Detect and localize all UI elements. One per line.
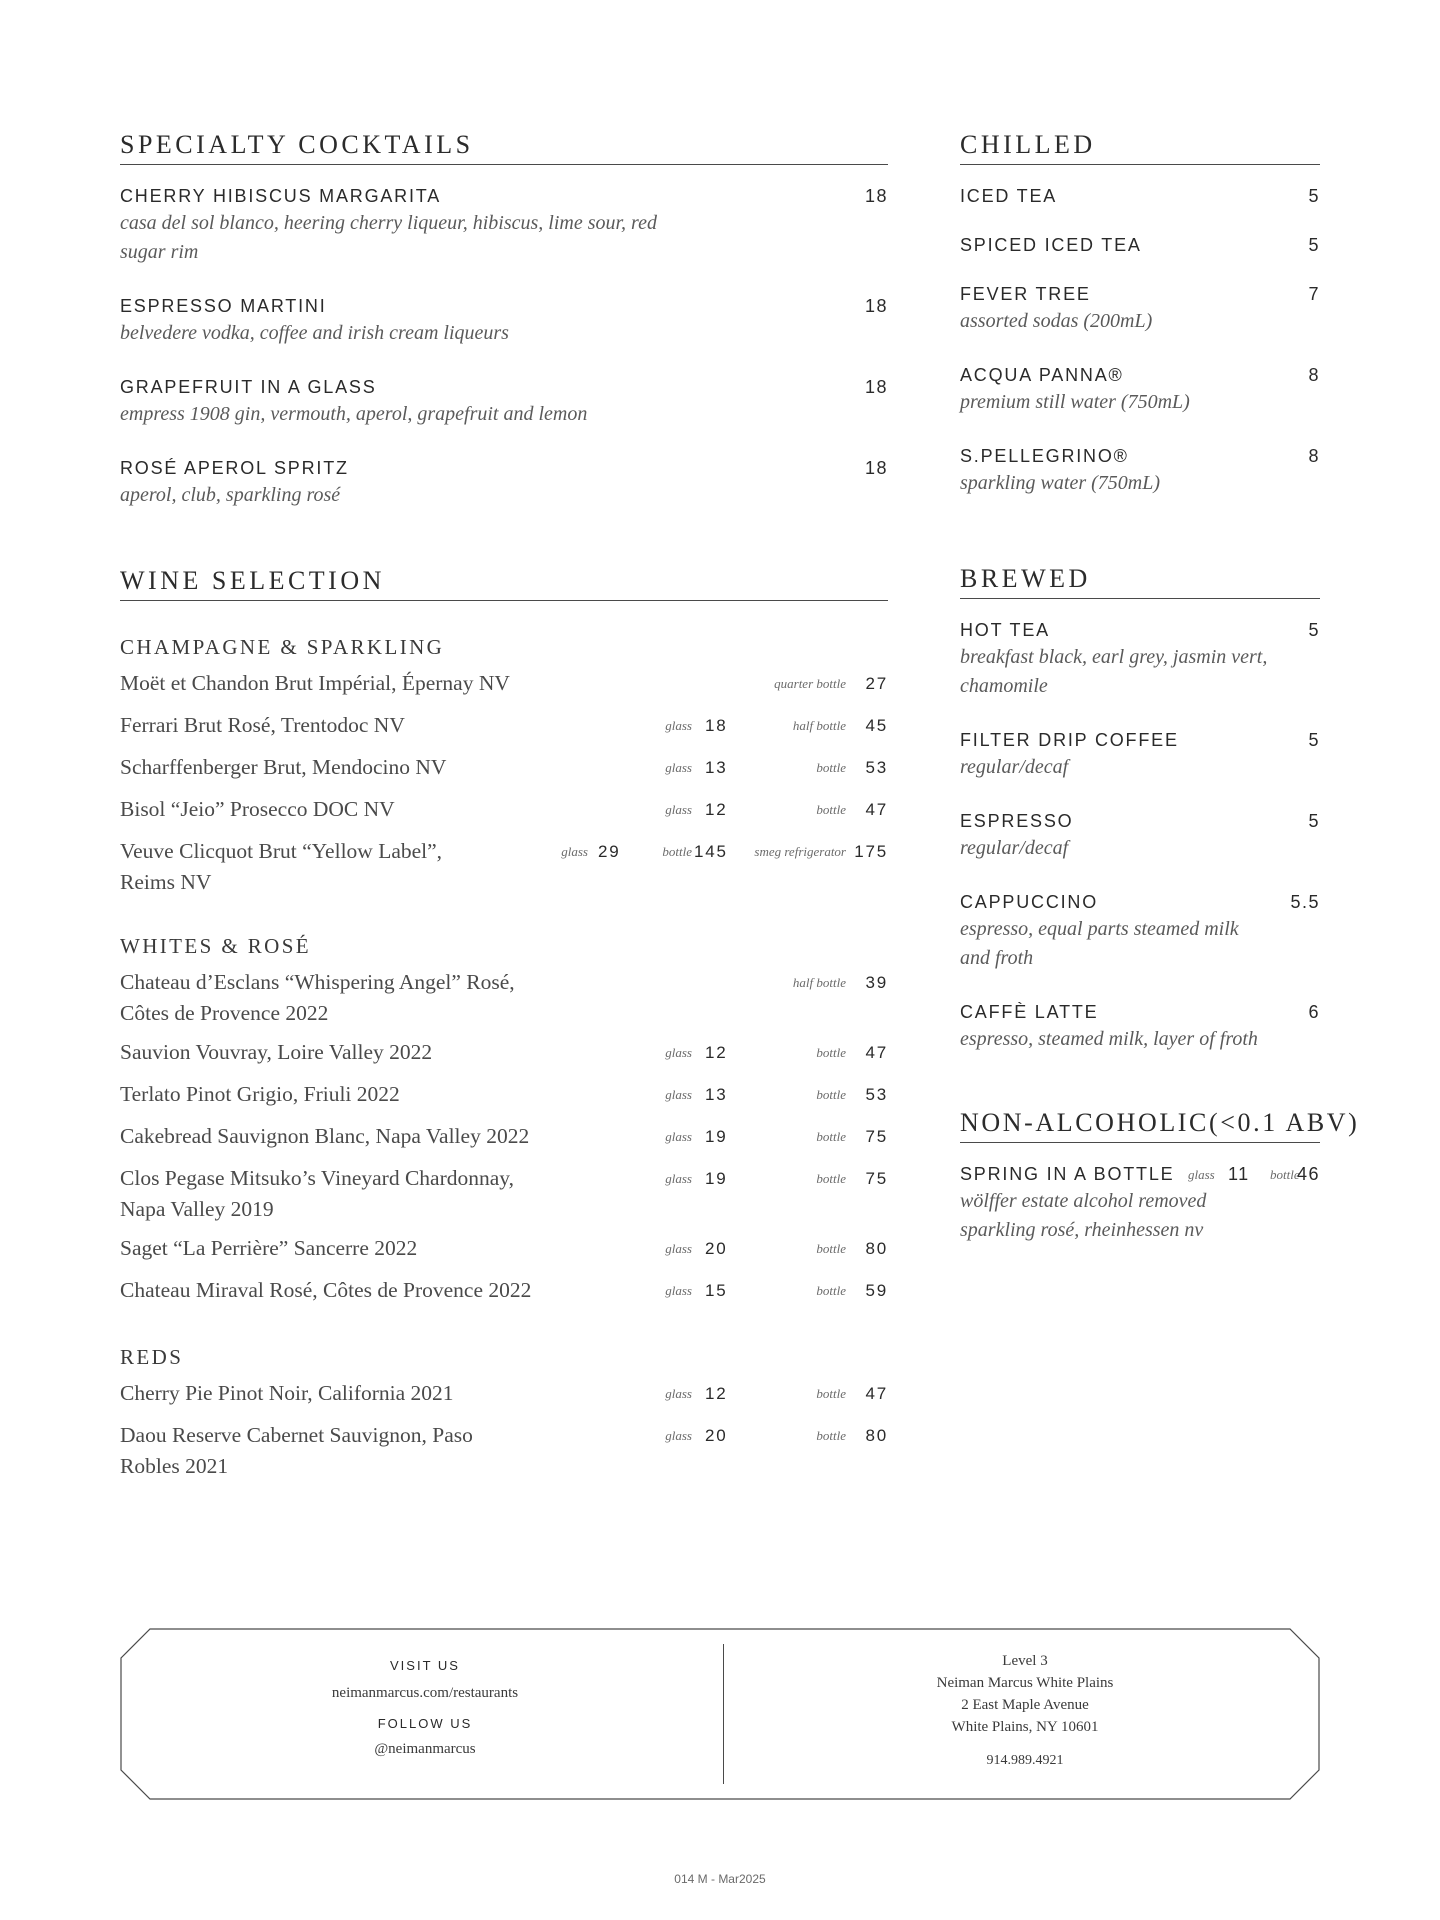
- glass-price: 18: [705, 716, 728, 735]
- bottle-price: 27: [865, 674, 888, 693]
- contact-divider: [723, 1644, 724, 1784]
- bottle-price: 39: [865, 973, 888, 992]
- bottle-price: 80: [865, 1239, 888, 1258]
- wine-row: [120, 1163, 888, 1225]
- menu-item: [120, 374, 888, 429]
- brewed-title: BREWED: [960, 564, 1320, 599]
- menu-item: [960, 1161, 1320, 1245]
- glass-price: 12: [705, 800, 728, 819]
- bottle-price: 75: [865, 1169, 888, 1188]
- item-description: wölffer estate alcohol removed sparkling rosé, rheinhessen nv: [960, 1190, 1207, 1241]
- bottle-size-label: bottle: [816, 1283, 846, 1298]
- website-link[interactable]: neimanmarcus.com/restaurants: [331, 1685, 519, 1701]
- item-price: 5.5: [1290, 892, 1320, 912]
- wine-name: Saget “La Perrière” Sancerre 2022: [120, 1236, 418, 1260]
- item-description: belvedere vodka, coffee and irish cream liqueurs: [120, 322, 509, 344]
- bottle-size-label: bottle: [816, 1171, 846, 1186]
- item-name: ICED TEA: [960, 186, 1058, 206]
- item-name: ACQUA PANNA®: [960, 365, 1124, 385]
- cocktails-title: SPECIALTY COCKTAILS: [120, 130, 888, 165]
- wine-name: Moët et Chandon Brut Impérial, Épernay NV: [120, 671, 510, 695]
- bottle-price: 46: [1296, 1164, 1320, 1184]
- item-price: 5: [1308, 730, 1320, 750]
- brewed-section: [960, 564, 1320, 1054]
- social-handle-link[interactable]: @neimanmarcus: [374, 1741, 476, 1757]
- bottle-size-label: bottle: [816, 1087, 846, 1102]
- item-name: CAFFÈ LATTE: [960, 1002, 1099, 1022]
- contact-box: [120, 1628, 1320, 1800]
- menu-item: [960, 443, 1320, 498]
- wine-name: Sauvion Vouvray, Loire Valley 2022: [120, 1040, 433, 1064]
- item-price: 8: [1308, 446, 1320, 466]
- glass-label: glass: [561, 844, 588, 859]
- item-description: premium still water (750mL): [960, 391, 1190, 413]
- wine-name: Chateau Miraval Rosé, Côtes de Provence 2022: [120, 1278, 532, 1302]
- glass-label: glass: [665, 1087, 692, 1102]
- item-name: HOT TEA: [960, 620, 1050, 640]
- visit-us-label: VISIT US: [390, 1658, 460, 1673]
- wine-row: [120, 794, 888, 828]
- bottle-price: 75: [865, 1127, 888, 1146]
- bottle-price: 45: [865, 716, 888, 735]
- item-price: 7: [1308, 284, 1320, 304]
- glass-price: 15: [705, 1281, 728, 1300]
- bottle-size-label: bottle: [816, 1386, 846, 1401]
- wine-name: Clos Pegase Mitsuko’s Vineyard Chardonnay, Napa Valley 2019: [120, 1166, 515, 1221]
- bottle-size-label: bottle: [816, 1241, 846, 1256]
- item-description: regular/decaf: [960, 756, 1069, 778]
- refrigerator-price: 175: [854, 842, 888, 861]
- item-name: GRAPEFRUIT IN A GLASS: [120, 377, 377, 397]
- glass-label: glass: [665, 1241, 692, 1256]
- item-price: 18: [864, 458, 888, 478]
- item-name: S.PELLEGRINO®: [960, 446, 1129, 466]
- bottle-size-label: bottle: [816, 760, 846, 775]
- address-line: 2 East Maple Avenue: [961, 1697, 1089, 1713]
- wine-row: [120, 1121, 888, 1155]
- bottle-size-label: bottle: [816, 1045, 846, 1060]
- bottle-size-label: half bottle: [792, 718, 846, 733]
- item-name: FILTER DRIP COFFEE: [960, 730, 1179, 750]
- sparkling-title: CHAMPAGNE & SPARKLING: [120, 635, 445, 659]
- item-name: ESPRESSO MARTINI: [120, 296, 327, 316]
- menu-item: [960, 232, 1320, 258]
- bottle-size-label: half bottle: [792, 975, 846, 990]
- bottle-price: 47: [865, 1043, 888, 1062]
- item-description: empress 1908 gin, vermouth, aperol, grapefruit and lemon: [120, 403, 588, 425]
- item-name: FEVER TREE: [960, 284, 1091, 304]
- menu-item: [960, 727, 1320, 782]
- chilled-title: CHILLED: [960, 130, 1320, 165]
- menu-item: [960, 808, 1320, 863]
- bottle-price: 145: [694, 842, 728, 861]
- wine-name: Chateau d’Esclans “Whispering Angel” Rosé, Côtes de Provence 2022: [120, 970, 515, 1025]
- bottle-price: 59: [865, 1281, 888, 1300]
- glass-price: 13: [705, 1085, 728, 1104]
- menu-item: [120, 455, 888, 510]
- glass-label: glass: [665, 760, 692, 775]
- wine-name: Veuve Clicquot Brut “Yellow Label”, Reims NV: [120, 839, 443, 894]
- item-description: espresso, steamed milk, layer of froth: [960, 1028, 1258, 1050]
- glass-label: glass: [665, 1045, 692, 1060]
- wine-row: [120, 836, 888, 898]
- bottle-label: bottle: [1270, 1167, 1300, 1182]
- item-price: 8: [1308, 365, 1320, 385]
- item-price: 5: [1308, 811, 1320, 831]
- reds-title: REDS: [120, 1345, 184, 1369]
- wine-row: [120, 1378, 888, 1412]
- glass-label: glass: [665, 1283, 692, 1298]
- address-line: Level 3: [1002, 1653, 1048, 1669]
- item-description: espresso, equal parts steamed milk and froth: [960, 918, 1239, 969]
- wine-name: Terlato Pinot Grigio, Friuli 2022: [120, 1082, 400, 1106]
- item-name: ESPRESSO: [960, 811, 1074, 831]
- wine-name: Daou Reserve Cabernet Sauvignon, Paso Robles 2021: [120, 1423, 473, 1478]
- wine-row: [120, 967, 888, 1029]
- non-alcoholic-title: NON-ALCOHOLIC(<0.1 ABV): [960, 1108, 1320, 1143]
- bottle-price: 47: [865, 800, 888, 819]
- item-description: regular/decaf: [960, 837, 1069, 859]
- item-price: 5: [1308, 186, 1320, 206]
- wine-name: Ferrari Brut Rosé, Trentodoc NV: [120, 713, 405, 737]
- glass-label: glass: [665, 1428, 692, 1443]
- menu-item: [960, 281, 1320, 336]
- contact-right: [730, 1650, 1320, 1772]
- menu-item: [120, 293, 888, 348]
- contact-left: [120, 1656, 730, 1760]
- item-description: sparkling water (750mL): [960, 472, 1160, 494]
- item-price: 5: [1308, 235, 1320, 255]
- glass-label: glass: [665, 802, 692, 817]
- wine-row: [120, 1037, 888, 1071]
- item-name: ROSÉ APEROL SPRITZ: [120, 458, 349, 478]
- glass-price: 29: [598, 842, 621, 861]
- glass-price: 19: [705, 1127, 728, 1146]
- refrigerator-label: smeg refrigerator: [754, 844, 846, 859]
- item-name: SPRING IN A BOTTLE: [960, 1164, 1175, 1184]
- glass-label: glass: [665, 1129, 692, 1144]
- wine-row: [120, 1233, 888, 1267]
- wine-row: [120, 710, 888, 744]
- glass-price: 11: [1228, 1164, 1250, 1184]
- item-price: 6: [1308, 1002, 1320, 1022]
- glass-price: 12: [705, 1043, 728, 1062]
- glass-price: 13: [705, 758, 728, 777]
- menu-item: [960, 999, 1320, 1054]
- bottle-size-label: bottle: [816, 1428, 846, 1443]
- right-column: [960, 130, 1360, 1271]
- whites-title: WHITES & ROSÉ: [120, 934, 312, 958]
- follow-us-label: FOLLOW US: [377, 1716, 473, 1731]
- bottle-size-label: quarter bottle: [774, 676, 846, 691]
- item-price: 18: [864, 377, 888, 397]
- bottle-price: 47: [865, 1384, 888, 1403]
- non-alcoholic-section: [960, 1108, 1360, 1245]
- glass-label: glass: [1188, 1167, 1215, 1182]
- glass-label: glass: [665, 1386, 692, 1401]
- cocktails-section: [120, 130, 888, 510]
- wine-section: [120, 566, 888, 1482]
- bottle-price: 53: [865, 758, 888, 777]
- address-line: White Plains, NY 10601: [951, 1719, 1099, 1735]
- bottle-size-label: bottle: [816, 802, 846, 817]
- item-description: assorted sodas (200mL): [960, 310, 1153, 332]
- item-price: 18: [864, 296, 888, 316]
- glass-price: 19: [705, 1169, 728, 1188]
- bottle-label: bottle: [662, 844, 692, 859]
- wine-title: WINE SELECTION: [120, 566, 888, 601]
- bottle-price: 53: [865, 1085, 888, 1104]
- page-code: 014 M - Mar2025: [674, 1872, 766, 1886]
- wine-row: [120, 668, 888, 702]
- menu-item: [960, 183, 1320, 209]
- bottle-price: 80: [865, 1426, 888, 1445]
- wine-row: [120, 1420, 888, 1482]
- item-description: aperol, club, sparkling rosé: [120, 484, 341, 506]
- glass-price: 20: [705, 1426, 728, 1445]
- menu-item: [960, 362, 1320, 417]
- bottle-size-label: bottle: [816, 1129, 846, 1144]
- wine-name: Cherry Pie Pinot Noir, California 2021: [120, 1381, 454, 1405]
- wine-row: [120, 1079, 888, 1113]
- item-price: 18: [864, 186, 888, 206]
- glass-label: glass: [665, 1171, 692, 1186]
- wine-name: Scharffenberger Brut, Mendocino NV: [120, 755, 447, 779]
- menu-item: [120, 183, 888, 267]
- glass-label: glass: [665, 718, 692, 733]
- chilled-section: [960, 130, 1320, 498]
- wine-row: [120, 1275, 888, 1309]
- left-column: [120, 130, 888, 1490]
- item-name: SPICED ICED TEA: [960, 235, 1142, 255]
- glass-price: 20: [705, 1239, 728, 1258]
- item-description: breakfast black, earl grey, jasmin vert, chamomile: [960, 646, 1268, 697]
- item-price: 5: [1308, 620, 1320, 640]
- item-name: CHERRY HIBISCUS MARGARITA: [120, 186, 442, 206]
- wine-name: Cakebread Sauvignon Blanc, Napa Valley 2022: [120, 1124, 530, 1148]
- wine-name: Bisol “Jeio” Prosecco DOC NV: [120, 797, 395, 821]
- menu-item: [960, 617, 1320, 701]
- wine-row: [120, 752, 888, 786]
- menu-item: [960, 889, 1320, 973]
- item-description: casa del sol blanco, heering cherry liqueur, hibiscus, lime sour, red sugar rim: [120, 212, 657, 263]
- address-line: Neiman Marcus White Plains: [936, 1675, 1114, 1691]
- glass-price: 12: [705, 1384, 728, 1403]
- phone-number[interactable]: 914.989.4921: [986, 1753, 1064, 1768]
- item-name: CAPPUCCINO: [960, 892, 1099, 912]
